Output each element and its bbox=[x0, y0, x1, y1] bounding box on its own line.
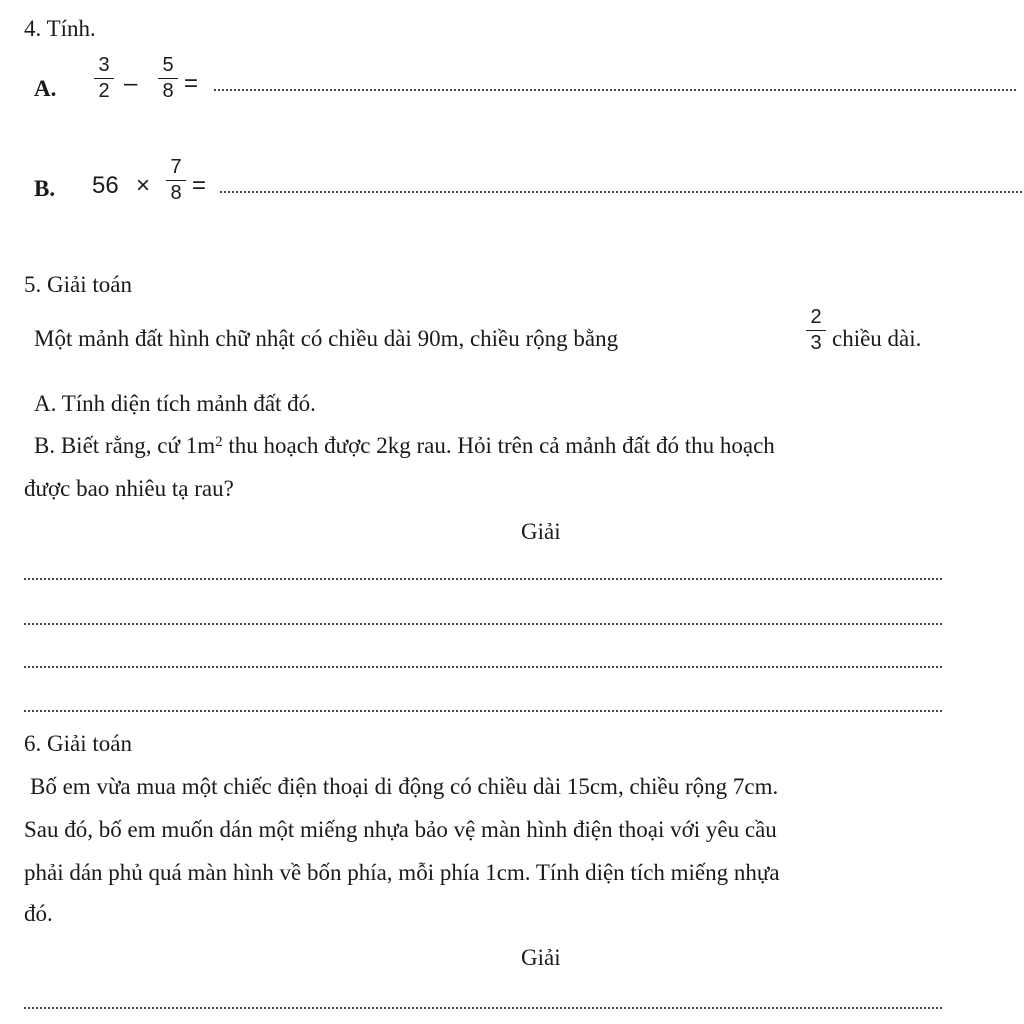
q4-b-frac-numerator: 7 bbox=[170, 156, 182, 178]
q6-text-line-3: phải dán phủ quá màn hình về bốn phía, mỗi phía 1cm. Tính diện tích miếng nhựa bbox=[24, 860, 780, 885]
q4-a-frac1-denominator: 2 bbox=[98, 80, 110, 103]
q5-frac-numerator: 2 bbox=[810, 306, 822, 328]
q6-heading: 6. Giải toán bbox=[24, 731, 132, 756]
q4-a-frac2-denominator: 8 bbox=[162, 80, 174, 103]
q6-answer-line-1[interactable] bbox=[24, 1007, 942, 1009]
q4-b-whole-number: 56 bbox=[92, 172, 119, 199]
q6-solution-label: Giải bbox=[521, 945, 561, 970]
q4-a-fraction-2 bbox=[158, 54, 178, 102]
q4-b-equals-sign: = bbox=[192, 172, 207, 199]
q4-b-answer-line[interactable] bbox=[220, 191, 1022, 193]
q5-solution-label: Giải bbox=[521, 519, 561, 544]
q5-answer-line-1[interactable] bbox=[24, 578, 942, 580]
q4-a-frac1-numerator: 3 bbox=[98, 54, 110, 76]
q4-a-fraction-1 bbox=[94, 54, 114, 102]
q5-answer-line-4[interactable] bbox=[24, 710, 942, 712]
q4-a-label: A. bbox=[34, 76, 57, 101]
q5-part-a: A. Tính diện tích mảnh đất đó. bbox=[34, 391, 316, 416]
q4-a-minus-sign: – bbox=[124, 70, 138, 97]
q5-part-b-line1: B. Biết rằng, cứ $1m^2$ thu hoạch được 2kg rau. Hỏi trên cả mảnh đất đó thu hoạch bbox=[34, 433, 775, 458]
q5-stem-text-before: Một mảnh đất hình chữ nhật có chiều dài 90m, chiều rộng bằng bbox=[34, 326, 619, 351]
q5-answer-line-2[interactable] bbox=[24, 623, 942, 625]
q6-text-line-2: Sau đó, bố em muốn dán một miếng nhựa bảo vệ màn hình điện thoại với yêu cầu bbox=[24, 817, 777, 842]
q4-b-frac-denominator: 8 bbox=[170, 182, 182, 205]
q4-heading: 4. Tính. bbox=[24, 16, 96, 41]
q4-b-fraction bbox=[166, 156, 186, 204]
q5-answer-line-3[interactable] bbox=[24, 666, 942, 668]
q4-a-frac2-numerator: 5 bbox=[162, 54, 174, 76]
q4-b-label: B. bbox=[34, 176, 56, 201]
q5-part-b-line2: được bao nhiêu tạ rau? bbox=[24, 476, 234, 501]
q4-a-equals-sign: = bbox=[184, 70, 199, 97]
q6-text-line-4: đó. bbox=[24, 901, 53, 926]
q5-stem-fraction bbox=[806, 306, 826, 354]
q5-heading: 5. Giải toán bbox=[24, 272, 132, 297]
q6-text-line-1: Bố em vừa mua một chiếc điện thoại di động có chiều dài 15cm, chiều rộng 7cm. bbox=[30, 774, 779, 799]
q5-stem-text-after: chiều dài. bbox=[832, 326, 922, 351]
q4-a-answer-line[interactable] bbox=[214, 89, 1016, 91]
q4-b-times-sign: × bbox=[136, 172, 151, 199]
q5-frac-denominator: 3 bbox=[810, 332, 822, 355]
